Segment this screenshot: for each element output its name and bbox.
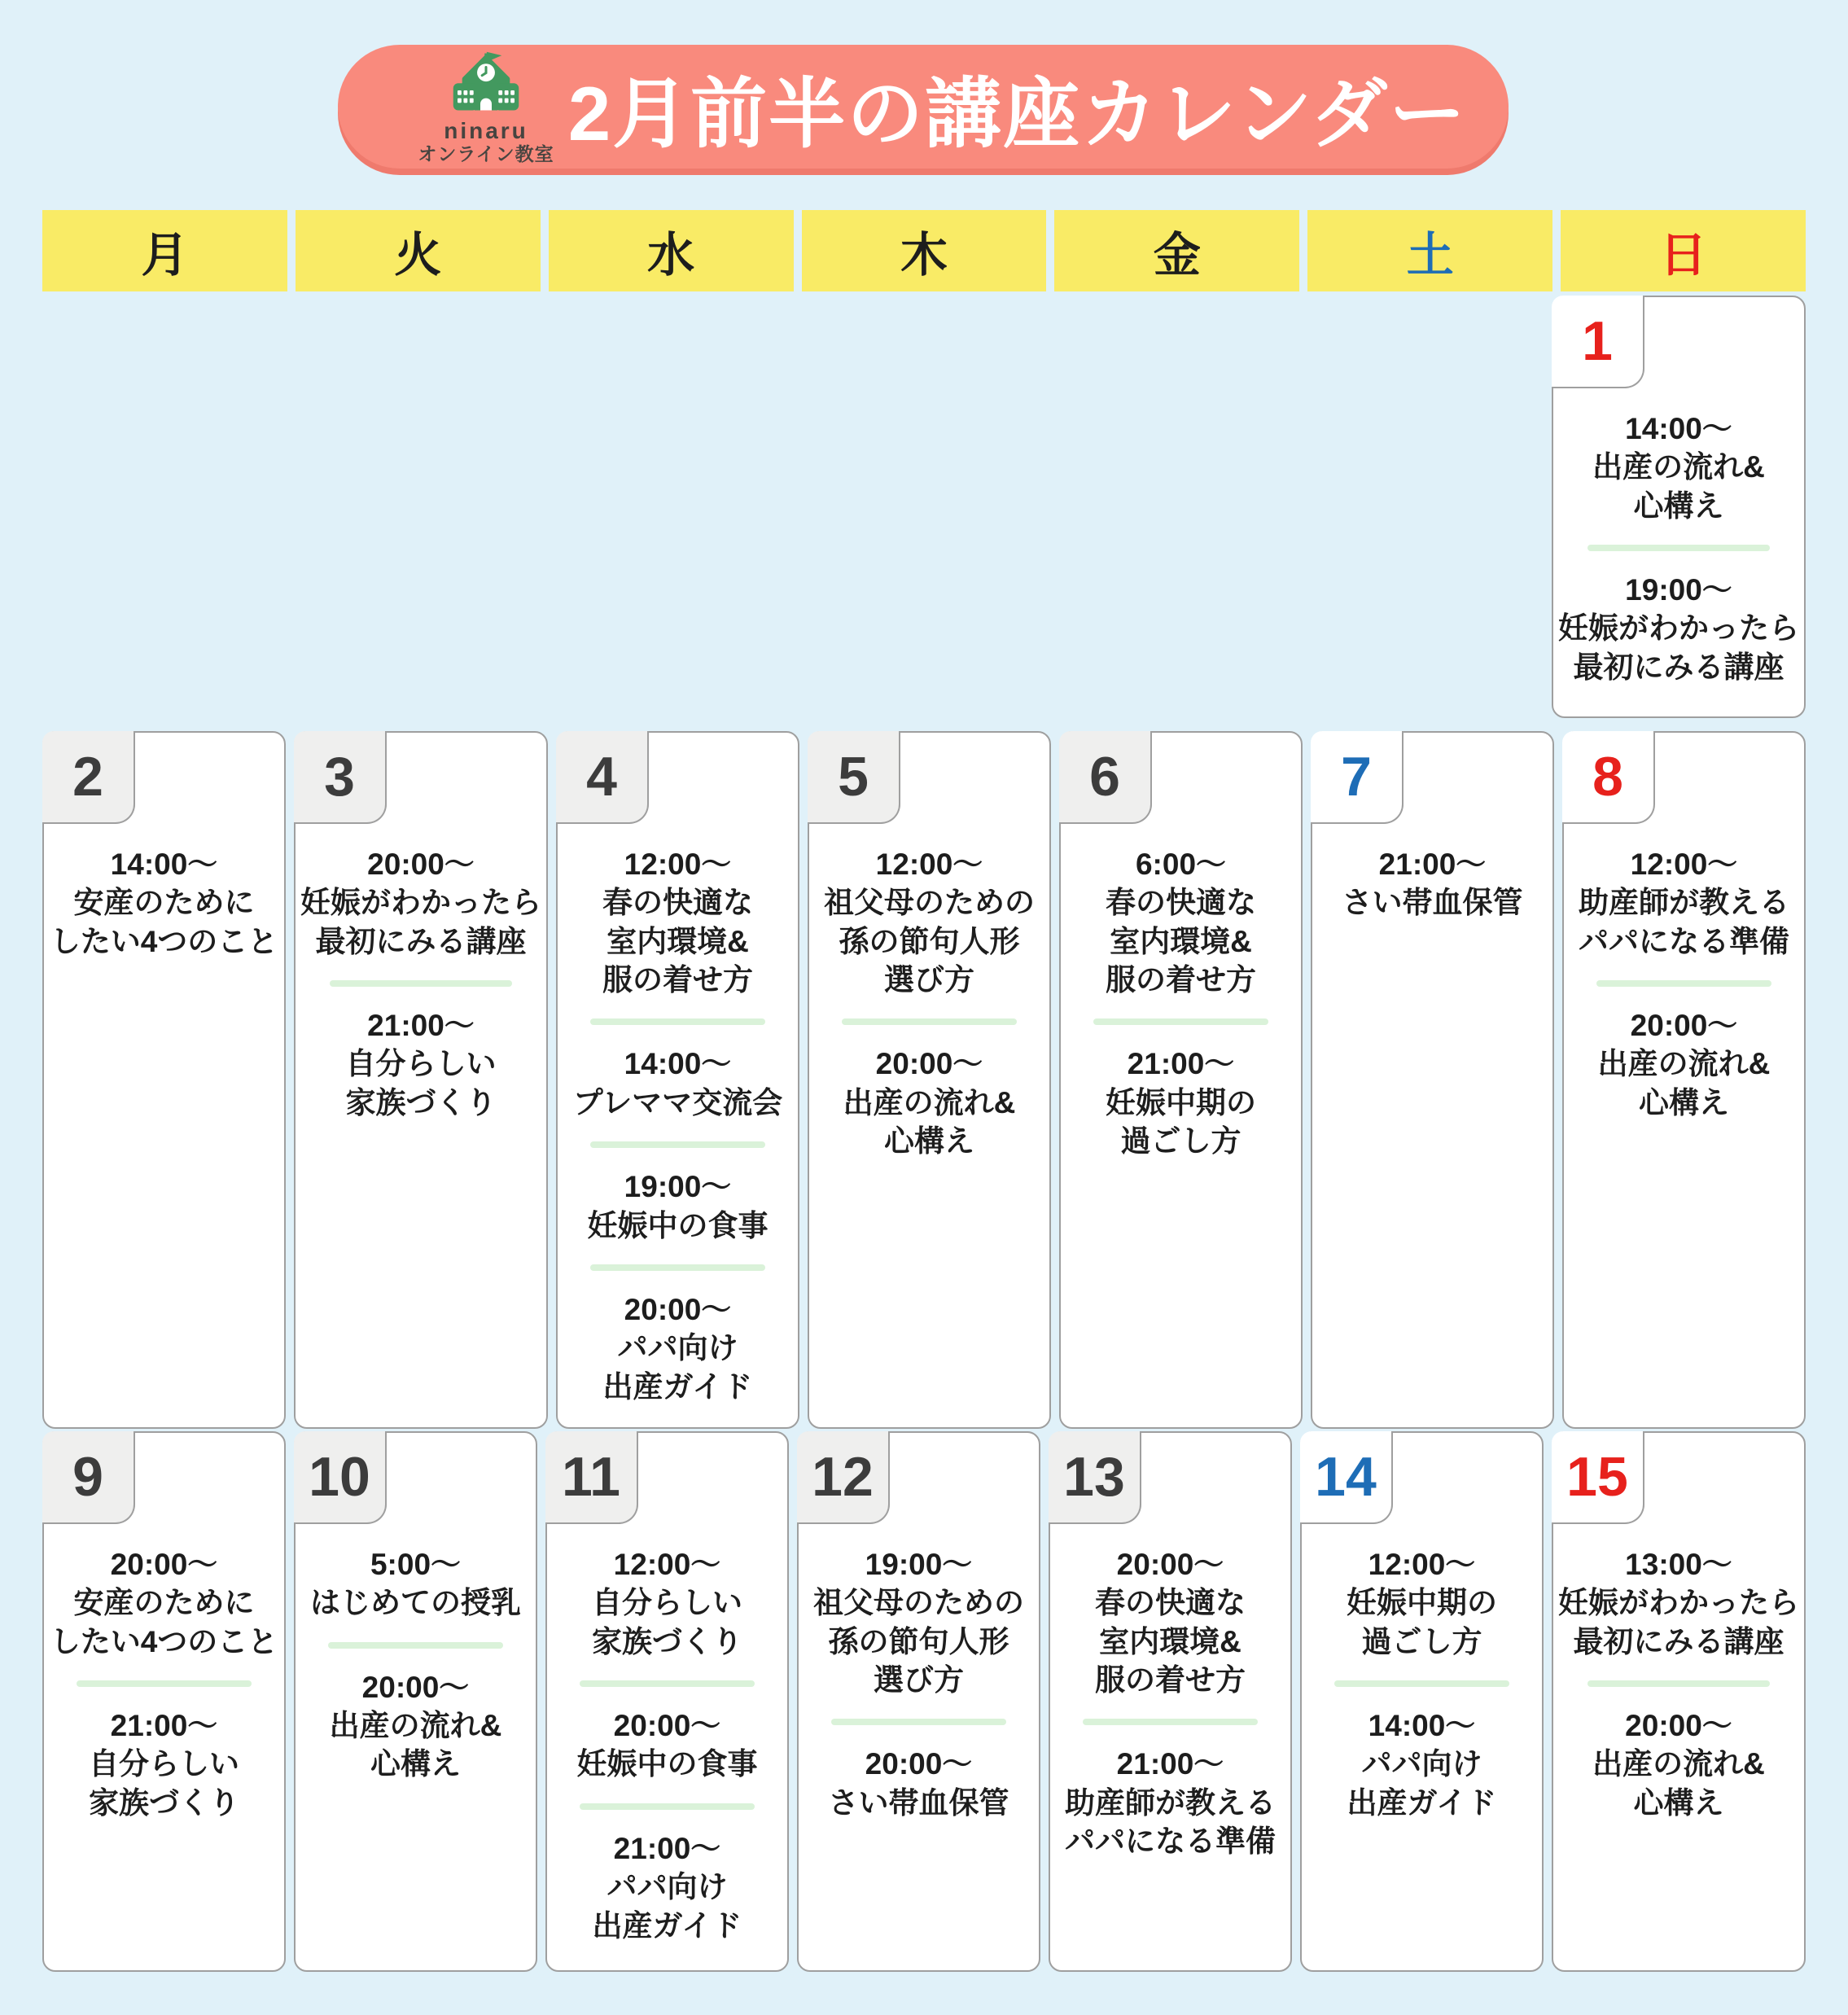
day-number-tab [42, 731, 135, 824]
event-title-line: 家族づくり [592, 1624, 742, 1658]
event-time: 6:00〜 [1135, 848, 1227, 881]
event [1066, 1045, 1296, 1160]
event-title-line: 出産の流れ& [1597, 1047, 1771, 1081]
event-divider [328, 1642, 503, 1649]
day-number-tab [545, 1431, 638, 1524]
day-number: 7 [1341, 746, 1372, 808]
event-title-line: 春の快適な [1106, 886, 1256, 920]
event-title-line: 選び方 [884, 963, 974, 997]
event-title-line: 安産のために [73, 886, 255, 920]
event-title-line: 自分らしい [345, 1047, 497, 1081]
event [804, 1745, 1034, 1822]
event [49, 1545, 279, 1661]
day-number: 1 [1582, 310, 1613, 372]
event-time: 14:00〜 [1625, 412, 1732, 445]
event-title-line: 妊娠がわかったら [1558, 611, 1799, 646]
event-divider [330, 980, 513, 987]
event-time: 14:00〜 [624, 1047, 732, 1081]
event [1558, 1545, 1799, 1661]
day-cell-5 [808, 731, 1051, 1429]
event-divider [1596, 980, 1771, 987]
event-divider [580, 1803, 755, 1810]
event-title-line: 室内環境& [607, 924, 749, 958]
day-number: 13 [1063, 1446, 1125, 1508]
weekday-header-weekday-1: 火 [296, 210, 541, 291]
day-cell-3 [294, 731, 548, 1429]
event-title-line: 家族づくり [89, 1785, 239, 1820]
day-cell-8 [1562, 731, 1806, 1429]
event-title-line: 春の快適な [602, 886, 753, 920]
event-title-line: 過ごし方 [1361, 1624, 1482, 1658]
event-title-line: 心構え [1639, 1085, 1729, 1119]
week-row-1 [42, 296, 1806, 718]
event-time: 21:00〜 [613, 1831, 721, 1865]
event [814, 1045, 1044, 1160]
event-divider [1587, 545, 1771, 551]
day-cell-13 [1049, 1431, 1292, 1972]
day-number-tab [797, 1431, 890, 1524]
day-cell-9 [42, 1431, 286, 1972]
day-cell-2 [42, 731, 286, 1429]
event-divider [1093, 1018, 1268, 1025]
event-title-line: したい4つのこと [50, 924, 278, 958]
event [1569, 845, 1799, 961]
event-title-line: 妊娠中期の [1106, 1085, 1256, 1119]
event-title-line: 妊娠中の食事 [587, 1208, 769, 1242]
event-time: 19:00〜 [624, 1170, 732, 1204]
logo-brand-text: ninaru [444, 117, 528, 143]
event-time: 20:00〜 [624, 1292, 732, 1326]
event [1066, 845, 1296, 999]
event-title-line: 選び方 [874, 1663, 964, 1697]
event [1558, 410, 1799, 525]
event [300, 1668, 531, 1784]
event [300, 1006, 541, 1122]
event [563, 1167, 793, 1245]
event-time: 20:00〜 [875, 1047, 983, 1081]
event-title-line: 心構え [1633, 488, 1724, 523]
event [1055, 1745, 1285, 1860]
event-title-line: 春の快適な [1095, 1586, 1246, 1620]
event-title-line: パパ向け [607, 1870, 728, 1904]
weekday-header-weekday-2: 水 [549, 210, 794, 291]
school-icon [442, 50, 530, 119]
event-title-line: 最初にみる講座 [315, 924, 527, 958]
empty-day-slot [1300, 296, 1544, 718]
event-time: 21:00〜 [110, 1709, 218, 1743]
day-number-tab [42, 1431, 135, 1524]
day-number-tab [294, 1431, 387, 1524]
event-divider [842, 1018, 1017, 1025]
event-title-line: 服の着せ方 [1106, 963, 1256, 997]
event-title-line: さい帯血保管 [1342, 886, 1523, 920]
event [1558, 1706, 1799, 1822]
header-banner [338, 45, 1509, 169]
day-number: 10 [309, 1446, 370, 1508]
event-time: 20:00〜 [1625, 1709, 1732, 1743]
event-title-line: 自分らしい [89, 1747, 239, 1781]
event-title-line: 自分らしい [592, 1586, 742, 1620]
event-title-line: パパになる準備 [1065, 1824, 1276, 1859]
empty-day-slot [1049, 296, 1292, 718]
ninaru-logo [413, 50, 559, 164]
event-time: 20:00〜 [1630, 1009, 1738, 1043]
logo-subtitle-text: オンライン教室 [418, 142, 554, 164]
event-title-line: 過ごし方 [1120, 1124, 1241, 1159]
event [552, 1545, 782, 1661]
event-title-line: したい4つのこと [50, 1624, 278, 1658]
event [552, 1829, 782, 1945]
day-number: 6 [1089, 746, 1120, 808]
event-time: 12:00〜 [624, 848, 732, 881]
event-time: 12:00〜 [1368, 1548, 1476, 1581]
day-cell-11 [545, 1431, 789, 1972]
event-title-line: 助産師が教える [1065, 1785, 1276, 1820]
day-number: 3 [324, 746, 355, 808]
event-title-line: パパ向け [1361, 1747, 1482, 1781]
day-number: 15 [1566, 1446, 1628, 1508]
day-number: 14 [1315, 1446, 1377, 1508]
event [1307, 1706, 1537, 1822]
weekday-header-saturday-5: 土 [1307, 210, 1552, 291]
day-number: 4 [586, 746, 617, 808]
event-title-line: 室内環境& [1099, 1624, 1241, 1658]
event-time: 14:00〜 [110, 848, 218, 881]
event-title-line: さい帯血保管 [828, 1785, 1009, 1820]
event-time: 19:00〜 [865, 1548, 973, 1581]
event-title-line: 妊娠中の食事 [576, 1747, 758, 1781]
event-title-line: 妊娠中期の [1347, 1586, 1497, 1620]
day-number-tab [1562, 731, 1655, 824]
event-time: 20:00〜 [367, 848, 475, 881]
day-number-tab [556, 731, 649, 824]
event-divider [590, 1018, 765, 1025]
event-title-line: 最初にみる講座 [1573, 650, 1785, 684]
event [804, 1545, 1034, 1699]
event-title-line: 最初にみる講座 [1573, 1624, 1785, 1658]
event-title-line: 出産ガイド [592, 1908, 742, 1943]
event-title-line: 出産ガイド [602, 1369, 753, 1404]
event [563, 1290, 793, 1406]
event-time: 14:00〜 [1368, 1709, 1476, 1743]
event-time: 20:00〜 [865, 1747, 973, 1781]
event [1307, 1545, 1537, 1661]
event-time: 21:00〜 [367, 1009, 475, 1043]
event-title-line: 出産の流れ& [1592, 1747, 1765, 1781]
event [300, 845, 541, 961]
empty-day-slot [545, 296, 789, 718]
event-title-line: パパになる準備 [1579, 924, 1789, 958]
event-divider [590, 1141, 765, 1148]
event-divider [1334, 1680, 1509, 1687]
event-title-line: 心構え [370, 1747, 461, 1781]
event-time: 12:00〜 [1630, 848, 1738, 881]
weekday-header-weekday-0: 月 [42, 210, 287, 291]
event-divider [831, 1719, 1006, 1725]
day-number: 5 [838, 746, 869, 808]
day-number-tab [1552, 1431, 1644, 1524]
day-number: 11 [562, 1446, 620, 1508]
event [300, 1545, 531, 1623]
day-number-tab [1049, 1431, 1141, 1524]
events-list [558, 733, 798, 1427]
event-title-line: 服の着せ方 [1095, 1663, 1246, 1697]
event-title-line: 服の着せ方 [602, 963, 753, 997]
event-time: 19:00〜 [1625, 573, 1732, 607]
event [49, 845, 279, 961]
event-title-line: 祖父母のための [813, 1586, 1024, 1620]
event-time: 20:00〜 [613, 1709, 721, 1743]
day-cell-6 [1059, 731, 1303, 1429]
event-title-line: 出産の流れ& [329, 1709, 502, 1743]
event-divider [77, 1680, 252, 1687]
day-number-tab [1059, 731, 1152, 824]
event-divider [1587, 1680, 1771, 1687]
day-cell-4 [556, 731, 799, 1429]
day-cell-7 [1311, 731, 1554, 1429]
event-title-line: 室内環境& [1110, 924, 1252, 958]
event-divider [580, 1680, 755, 1687]
page-title: 2月前半の講座カレンダー [567, 70, 1468, 156]
event-time: 21:00〜 [1378, 848, 1487, 881]
event-time: 21:00〜 [1127, 1047, 1235, 1081]
event-time: 20:00〜 [361, 1670, 470, 1704]
empty-day-slot [797, 296, 1040, 718]
event-time: 12:00〜 [613, 1548, 721, 1581]
event-divider [1083, 1719, 1258, 1725]
empty-day-slot [294, 296, 537, 718]
day-cell-1 [1552, 296, 1806, 718]
event-title-line: 妊娠がわかったら [300, 886, 541, 920]
event [552, 1706, 782, 1784]
event [814, 845, 1044, 999]
event-time: 5:00〜 [370, 1548, 462, 1581]
day-cell-15 [1552, 1431, 1806, 1972]
day-cell-12 [797, 1431, 1040, 1972]
event-time: 20:00〜 [110, 1548, 218, 1581]
day-number: 9 [72, 1446, 103, 1508]
day-number: 8 [1592, 746, 1623, 808]
event [1558, 571, 1799, 686]
event-title-line: 出産ガイド [1347, 1785, 1497, 1820]
weekday-header-sunday-6: 日 [1561, 210, 1806, 291]
event [49, 1706, 279, 1822]
event-title-line: 心構え [1633, 1785, 1724, 1820]
event-time: 20:00〜 [1116, 1548, 1224, 1581]
event-title-line: 祖父母のための [824, 886, 1035, 920]
event-title-line: 出産の流れ& [1592, 450, 1765, 484]
day-number-tab [808, 731, 900, 824]
event-divider [590, 1264, 765, 1271]
day-cell-14 [1300, 1431, 1544, 1972]
week-row-3 [42, 1431, 1806, 1972]
event-title-line: 安産のために [73, 1586, 255, 1620]
day-cell-10 [294, 1431, 537, 1972]
event-title-line: 出産の流れ& [843, 1085, 1016, 1119]
event-title-line: パパ向け [617, 1331, 738, 1365]
event-title-line: 助産師が教える [1579, 886, 1789, 920]
day-number-tab [1552, 296, 1644, 388]
weekday-header-row [42, 210, 1806, 291]
day-number-tab [294, 731, 387, 824]
event [563, 845, 793, 999]
event-time: 21:00〜 [1116, 1747, 1224, 1781]
event-time: 12:00〜 [875, 848, 983, 881]
event-title-line: プレママ交流会 [572, 1085, 783, 1119]
event-title-line: 妊娠がわかったら [1558, 1586, 1799, 1620]
event-title-line: 心構え [884, 1124, 974, 1159]
event-title-line: 孫の節句人形 [828, 1624, 1009, 1658]
event-title-line: 家族づくり [345, 1085, 497, 1119]
event [1569, 1006, 1799, 1122]
event-title-line: 孫の節句人形 [839, 924, 1020, 958]
weekday-header-weekday-4: 金 [1054, 210, 1299, 291]
day-number-tab [1300, 1431, 1393, 1524]
event [1055, 1545, 1285, 1699]
week-row-2 [42, 731, 1806, 1429]
event [563, 1045, 793, 1122]
event-time: 13:00〜 [1625, 1548, 1732, 1581]
day-number-tab [1311, 731, 1404, 824]
event-title-line: はじめての授乳 [310, 1586, 521, 1620]
empty-day-slot [42, 296, 286, 718]
weekday-header-weekday-3: 木 [802, 210, 1047, 291]
day-number: 12 [812, 1446, 874, 1508]
day-number: 2 [72, 746, 103, 808]
event [1317, 845, 1548, 922]
